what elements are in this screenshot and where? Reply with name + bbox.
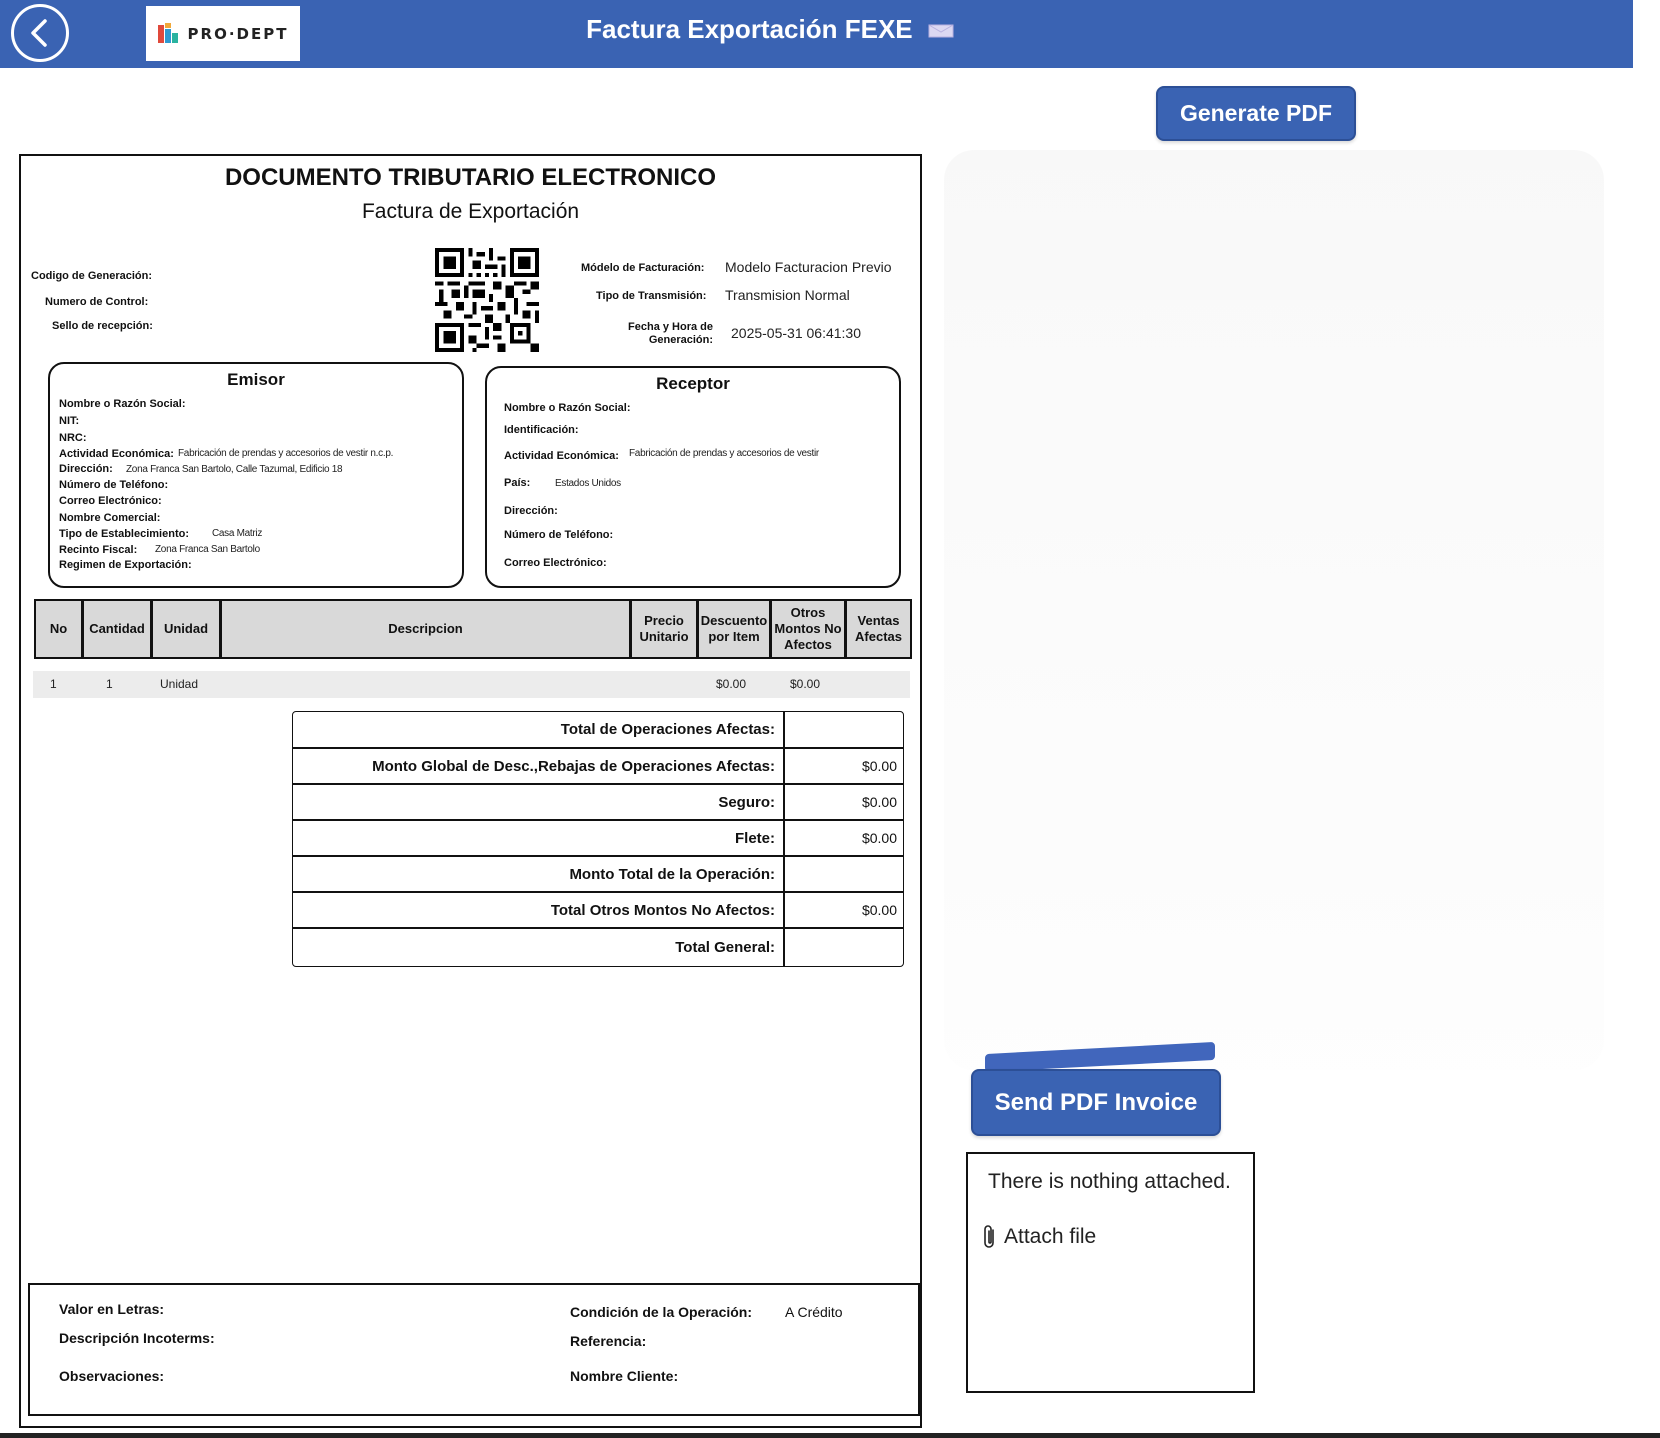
receptor-correo-label: Correo Electrónico:: [504, 557, 607, 569]
modelo-facturacion-value: Modelo Facturacion Previo: [725, 259, 892, 275]
monto-total-label: Monto Total de la Operación:: [293, 857, 785, 891]
row-cantidad: 1: [106, 677, 113, 691]
otros-no-afectos-label: Total Otros Montos No Afectos:: [293, 893, 785, 927]
emisor-recinto-label: Recinto Fiscal:: [59, 544, 138, 556]
totals-row-otros-no-afectos: [293, 893, 903, 929]
col-header-unidad: [151, 599, 221, 659]
fecha-generacion-value: 2025-05-31 06:41:30: [731, 325, 861, 341]
receptor-nombre-label: Nombre o Razón Social:: [504, 402, 631, 414]
emisor-establecimiento-value: Casa Matriz: [212, 528, 263, 539]
col-otros-label-3: Afectos: [784, 637, 832, 652]
generate-pdf-button[interactable]: [1156, 86, 1356, 141]
codigo-generacion-label: Codigo de Generación:: [31, 270, 153, 282]
receptor-card: [485, 366, 901, 588]
receptor-direccion-label: Dirección:: [504, 505, 558, 517]
totals-row-operaciones-afectas: [293, 712, 903, 749]
totals-row-monto-global: [293, 749, 903, 785]
condicion-value: A Crédito: [785, 1304, 843, 1320]
emisor-direccion-label: Dirección:: [59, 463, 113, 475]
fecha-generacion-label-2: Generación:: [648, 334, 713, 346]
total-general-value: [785, 929, 903, 966]
col-no-label: No: [49, 621, 68, 636]
condicion-label: Condición de la Operación:: [570, 1304, 753, 1320]
col-precio-label-1: Precio: [644, 613, 684, 628]
numero-control-label: Numero de Control:: [45, 296, 149, 308]
tipo-transmision-value: Transmision Normal: [725, 287, 850, 303]
document-subtitle: Factura de Exportación: [361, 200, 580, 223]
row-no: 1: [50, 677, 57, 691]
receptor-actividad-label: Actividad Económica:: [504, 450, 619, 462]
back-button[interactable]: [11, 4, 69, 62]
referencia-label: Referencia:: [570, 1333, 647, 1349]
monto-global-label: Monto Global de Desc.,Rebajas de Operaciones Afectas:: [293, 749, 785, 783]
col-header-cantidad: [82, 599, 152, 659]
receptor-identificacion-label: Identificación:: [504, 424, 579, 436]
emisor-correo-label: Correo Electrónico:: [59, 495, 162, 507]
row-otros: $0.00: [790, 677, 821, 691]
col-otros-label-2: Montos No: [774, 621, 842, 636]
incoterms-label: Descripción Incoterms:: [59, 1330, 215, 1346]
receptor-telefono-label: Número de Teléfono:: [504, 529, 614, 541]
col-header-ventas: [845, 599, 912, 659]
valor-letras-label: Valor en Letras:: [59, 1301, 165, 1317]
paperclip-icon: [982, 1224, 998, 1250]
emisor-nombre-label: Nombre o Razón Social:: [59, 398, 186, 410]
emisor-establecimiento-label: Tipo de Establecimiento:: [59, 528, 189, 540]
col-descuento-label-1: Descuento: [700, 613, 768, 628]
emisor-actividad-value: Fabricación de prendas y accesorios de vestir n.c.p.: [178, 448, 394, 459]
tipo-transmision-label: Tipo de Transmisión:: [596, 290, 707, 302]
emisor-title: Emisor: [227, 370, 285, 389]
totals-table: [292, 711, 904, 967]
col-header-descripcion: [220, 599, 631, 659]
flete-value: $0.00: [861, 830, 897, 846]
receptor-title: Receptor: [656, 374, 730, 393]
operaciones-afectas-label: Total de Operaciones Afectas:: [293, 712, 785, 747]
col-unidad-label: Unidad: [163, 621, 209, 636]
seguro-value: $0.00: [861, 794, 897, 810]
col-otros-label-1: Otros: [790, 605, 826, 620]
receptor-actividad-value: Fabricación de prendas y accesorios de vestir: [629, 448, 819, 459]
operaciones-afectas-value: [785, 712, 903, 747]
pdf-preview-area: [944, 150, 1604, 1070]
attach-file-label: Attach file: [1004, 1225, 1097, 1248]
sello-recepcion-label: Sello de recepción:: [52, 320, 153, 332]
modelo-facturacion-label: Módelo de Facturación:: [581, 262, 705, 274]
totals-row-total-general: [293, 929, 903, 966]
totals-row-monto-total: [293, 857, 903, 893]
receptor-pais-label: País:: [504, 477, 531, 489]
envelope-icon: [928, 23, 954, 39]
totals-row-flete: [293, 821, 903, 857]
document-title: DOCUMENTO TRIBUTARIO ELECTRONICO: [224, 164, 717, 191]
col-header-otros: [770, 599, 846, 659]
attachments-box: [966, 1152, 1255, 1393]
document-footer: [28, 1283, 920, 1416]
observaciones-label: Observaciones:: [59, 1368, 165, 1384]
totals-row-seguro: [293, 785, 903, 821]
nombre-cliente-label: Nombre Cliente:: [570, 1368, 679, 1384]
emisor-actividad-label: Actividad Económica:: [59, 448, 174, 460]
app-header: [0, 0, 1633, 68]
col-descripcion-label: Descripcion: [388, 621, 463, 636]
company-logo: [146, 6, 300, 61]
emisor-telefono-label: Número de Teléfono:: [59, 479, 169, 491]
otros-no-afectos-value: $0.00: [861, 902, 897, 918]
emisor-comercial-label: Nombre Comercial:: [59, 512, 161, 524]
send-pdf-invoice-button[interactable]: [971, 1069, 1221, 1136]
emisor-nit-label: NIT:: [59, 415, 80, 427]
col-cantidad-label: Cantidad: [89, 621, 145, 636]
total-general-label: Total General:: [293, 929, 785, 966]
monto-global-value: $0.00: [861, 758, 897, 774]
col-header-descuento: [697, 599, 771, 659]
emisor-nrc-label: NRC:: [59, 432, 87, 444]
col-ventas-label-2: Afectas: [855, 629, 902, 644]
monto-total-value: [785, 857, 903, 891]
fecha-generacion-label-1: Fecha y Hora de: [628, 321, 713, 333]
receptor-pais-value: Estados Unidos: [555, 478, 621, 489]
send-pdf-label: Send PDF Invoice: [994, 1088, 1198, 1116]
page-title: [540, 14, 1000, 45]
col-precio-label-2: Unitario: [639, 629, 689, 644]
col-header-precio: [630, 599, 698, 659]
attach-file-link[interactable]: [982, 1224, 1096, 1250]
generate-pdf-label: Generate PDF: [1179, 100, 1333, 126]
col-descuento-label-2: por Item: [708, 629, 760, 644]
emisor-card: [48, 362, 464, 588]
col-ventas-label-1: Ventas: [857, 613, 900, 628]
row-unidad: Unidad: [160, 677, 199, 691]
seguro-label: Seguro:: [293, 785, 785, 819]
emisor-direccion-value: Zona Franca San Bartolo, Calle Tazumal, Edificio 18: [126, 464, 343, 475]
logo-mark-icon: [158, 23, 180, 45]
row-descuento: $0.00: [716, 677, 747, 691]
logo-text: PRO·DEPT: [187, 24, 289, 43]
flete-label: Flete:: [293, 821, 785, 855]
emisor-regimen-label: Regimen de Exportación:: [59, 559, 192, 571]
qr-code: [435, 248, 539, 352]
emisor-recinto-value: Zona Franca San Bartolo: [155, 544, 260, 555]
chevron-left-icon: [27, 18, 53, 48]
window-bottom-border: [0, 1433, 1660, 1438]
col-header-no: [34, 599, 83, 659]
page-title-text: Factura Exportación FEXE: [586, 14, 913, 44]
attachments-empty-text: There is nothing attached.: [988, 1170, 1231, 1193]
